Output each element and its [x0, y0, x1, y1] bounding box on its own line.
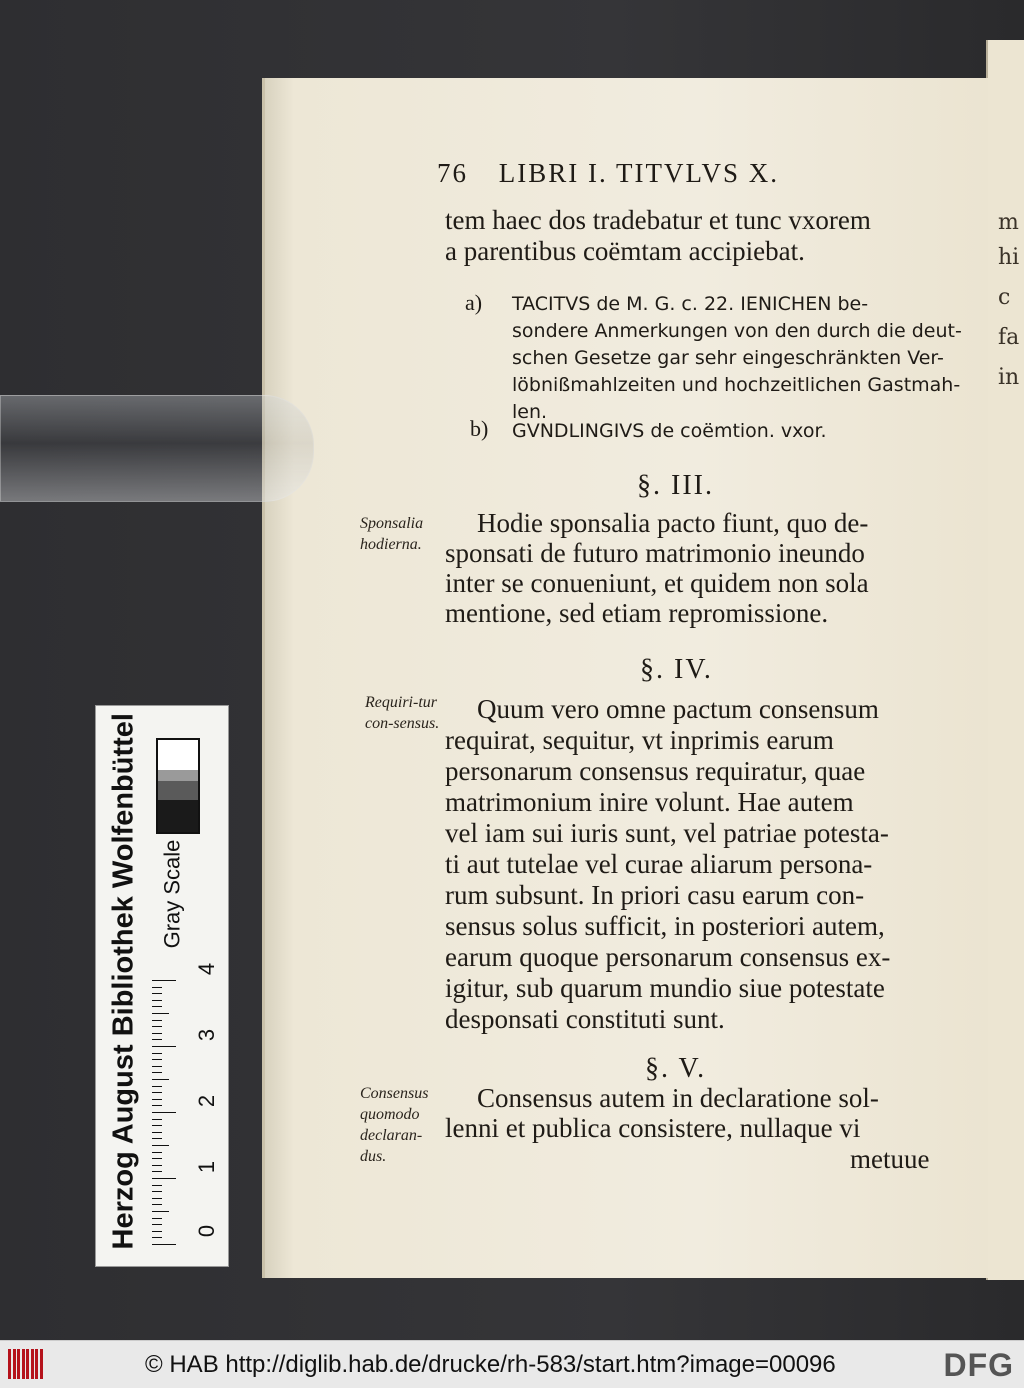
ruler-tick — [152, 1198, 162, 1199]
footnote-line: TACITVS de M. G. c. 22. IENICHEN be- — [512, 293, 869, 315]
footnote-line: schen Gesetze gar sehr eingeschränkten Ver- — [512, 347, 944, 369]
text-line: personarum consensus requiratur, quae — [445, 756, 866, 786]
margin-note: Requiri-tur con-sensus. — [365, 694, 440, 732]
running-head-title: LIBRI I. TITVLVS X. — [498, 158, 779, 188]
ruler-tick — [152, 1112, 176, 1113]
ruler-tick — [152, 1224, 162, 1225]
ruler-tick — [152, 1013, 169, 1014]
ruler-tick — [152, 1086, 162, 1087]
ruler-tick — [152, 1046, 176, 1047]
book-page — [265, 78, 988, 1278]
ruler-tick — [152, 1092, 162, 1093]
text-line: mentione, sed etiam repromissione. — [445, 598, 829, 628]
ruler-tick — [152, 1125, 162, 1126]
text-line: Quum vero omne pactum consensum — [477, 694, 879, 724]
footer-bar — [0, 1340, 1024, 1388]
text-line: rum subsunt. In priori casu earum con- — [445, 880, 865, 910]
ruler-tick — [152, 1066, 162, 1067]
ruler-tick — [152, 1138, 162, 1139]
ruler-tick — [152, 1105, 162, 1106]
catchword: metuue — [850, 1144, 930, 1174]
ruler-tick — [152, 1244, 176, 1245]
glass-strip — [0, 395, 314, 502]
text-line: earum quoque personarum consensus ex- — [445, 942, 891, 972]
ruler-tick — [152, 1099, 162, 1100]
ruler-tick — [152, 980, 176, 981]
page-number: 76 — [437, 158, 468, 188]
text-line: tem haec dos tradebatur et tunc vxorem — [445, 205, 871, 235]
scale-ruler: Herzog August Bibliothek Wolfenbüttel Gray Scale 0 1 2 3 4 — [95, 705, 229, 1267]
ruler-tick — [152, 993, 162, 994]
ruler-institution-label: Herzog August Bibliothek Wolfenbüttel — [107, 713, 140, 1250]
text-line: inter se conueniunt, et quidem non sola — [445, 568, 869, 598]
ruler-tick — [152, 1119, 162, 1120]
text-line: sponsati de futuro matrimonio ineundo — [445, 538, 865, 568]
ruler-tick — [152, 1171, 162, 1172]
ruler-tick — [152, 987, 162, 988]
text-line: Hodie sponsalia pacto fiunt, quo de- — [477, 508, 869, 538]
text-line: vel iam sui iuris sunt, vel patriae potesta- — [445, 818, 889, 848]
text-line: lenni et publica consistere, nullaque vi — [445, 1113, 861, 1143]
ruler-tick — [152, 1231, 162, 1232]
text-line: requirat, sequitur, vt inprimis earum — [445, 725, 834, 755]
facing-page-edge: m hi c fa in — [986, 40, 1024, 1280]
footnote-line: len. — [512, 401, 548, 423]
footnote-line: sondere Anmerkungen von den durch die deut- — [512, 320, 962, 342]
text-line: a parentibus coëmtam accipiebat. — [445, 236, 805, 266]
text-line: ti aut tutelae vel curae aliarum persona- — [445, 849, 873, 879]
ruler-tick — [152, 1039, 162, 1040]
text-line: desponsati constituti sunt. — [445, 1004, 725, 1034]
text-line: igitur, sub quarum mundio siue potestate — [445, 973, 885, 1003]
gray-scale-label: Gray Scale — [159, 839, 185, 949]
ruler-tick — [152, 1178, 176, 1179]
footnote-line: löbnißmahlzeiten und hochzeitlichen Gastmah- — [512, 374, 961, 396]
ruler-tick — [152, 1158, 162, 1159]
hab-logo-icon — [8, 1349, 48, 1379]
running-head — [437, 158, 779, 189]
ruler-tick — [152, 1059, 162, 1060]
text-line: Consensus autem in declaratione sol- — [477, 1083, 879, 1113]
margin-note: Consensus quomodo declaran-dus. — [360, 1085, 429, 1165]
footnote-line: GVNDLINGIVS de coëmtion. vxor. — [512, 420, 827, 442]
ruler-tick — [152, 1218, 162, 1219]
ruler-tick — [152, 1145, 169, 1146]
section-heading: §. IV. — [640, 654, 713, 685]
ruler-tick — [152, 1152, 162, 1153]
text-line: sensus solus sufficit, in posteriori autem, — [445, 911, 885, 941]
ruler-tick — [152, 1006, 162, 1007]
ruler-ticks — [152, 954, 176, 1244]
footnote-label: b) — [470, 416, 489, 441]
ruler-tick — [152, 1072, 162, 1073]
ruler-tick — [152, 1185, 162, 1186]
ruler-tick — [152, 1237, 162, 1238]
text-line: matrimonium inire volunt. Hae autem — [445, 787, 854, 817]
dfg-logo: DFG — [943, 1347, 1014, 1383]
section-heading: §. V. — [645, 1053, 707, 1084]
ruler-tick — [152, 1000, 162, 1001]
ruler-tick — [152, 1020, 162, 1021]
ruler-tick — [152, 1191, 162, 1192]
ruler-tick — [152, 1079, 169, 1080]
margin-note: Sponsalia hodierna. — [360, 515, 424, 553]
gray-scale-swatches — [156, 738, 200, 834]
ruler-tick — [152, 1026, 162, 1027]
ruler-tick — [152, 1165, 162, 1166]
ruler-tick — [152, 1211, 169, 1212]
ruler-tick — [152, 1132, 162, 1133]
section-heading: §. III. — [637, 470, 714, 501]
ruler-tick — [152, 1053, 162, 1054]
ruler-tick — [152, 1033, 162, 1034]
copyright-link[interactable]: © HAB http://diglib.hab.de/drucke/rh-583/start.htm?image=00096 — [145, 1351, 836, 1378]
ruler-tick — [152, 1204, 162, 1205]
footnote-label: a) — [465, 290, 483, 315]
